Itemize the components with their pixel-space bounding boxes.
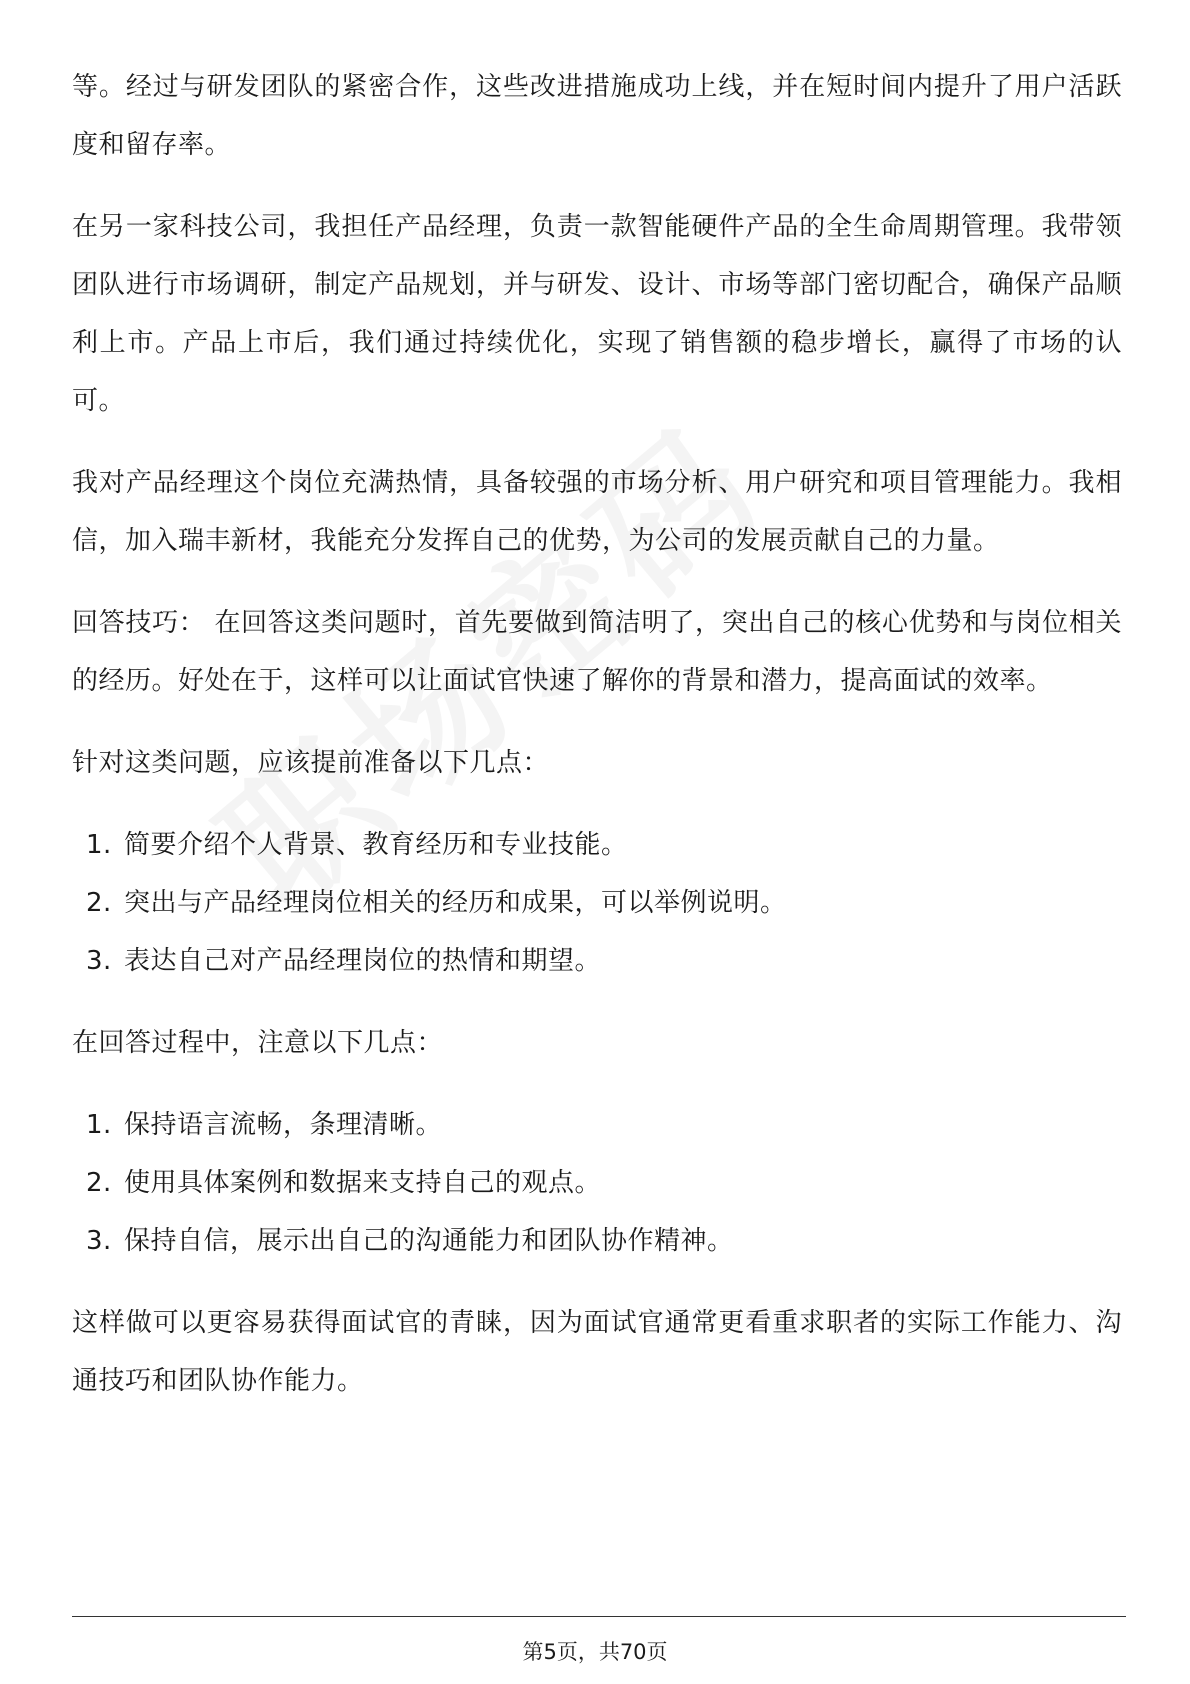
list-item-text: 使用具体案例和数据来支持自己的观点。: [124, 1168, 602, 1198]
preparation-list: [72, 816, 1122, 990]
list-item: [72, 932, 1122, 990]
list-item-text: 表达自己对产品经理岗位的热情和期望。: [124, 946, 602, 976]
list-number: 1.: [86, 830, 112, 860]
footer-divider: [72, 1616, 1126, 1617]
list-item-text: 保持自信，展示出自己的沟通能力和团队协作精神。: [124, 1226, 734, 1256]
list-number: 1.: [86, 1110, 112, 1140]
paragraph: 这样做可以更容易获得面试官的青睐，因为面试官通常更看重求职者的实际工作能力、沟通技巧和团队协作能力。: [72, 1308, 1122, 1396]
list-number: 3.: [86, 1226, 112, 1256]
paragraph: 针对这类问题，应该提前准备以下几点：: [72, 748, 550, 778]
list-item-text: 突出与产品经理岗位相关的经历和成果，可以举例说明。: [124, 888, 787, 918]
attention-list: [72, 1096, 1122, 1270]
list-item-text: 保持语言流畅，条理清晰。: [124, 1110, 443, 1140]
list-item-text: 简要介绍个人背景、教育经历和专业技能。: [124, 830, 628, 860]
list-item: [72, 1096, 1122, 1154]
paragraph: 在回答过程中，注意以下几点：: [72, 1028, 444, 1058]
list-item: [72, 816, 1122, 874]
document-body: [72, 58, 1122, 1434]
list-number: 2.: [86, 888, 112, 918]
tips-paragraph: 回答技巧： 在回答这类问题时，首先要做到简洁明了，突出自己的核心优势和与岗位相关的经历。好处在于，这样可以让面试官快速了解你的背景和潜力，提高面试的效率。: [72, 608, 1122, 696]
list-number: 3.: [86, 946, 112, 976]
list-number: 2.: [86, 1168, 112, 1198]
paragraph: 在另一家科技公司，我担任产品经理，负责一款智能硬件产品的全生命周期管理。我带领团队进行市场调研，制定产品规划，并与研发、设计、市场等部门密切配合，确保产品顺利上市。产品上市后，我们通过持续优化，实现了销售额的稳步增长，赢得了市场的认可。: [72, 212, 1122, 416]
page-number: 第5页，共70页: [522, 1640, 668, 1664]
list-item: [72, 874, 1122, 932]
list-item: [72, 1154, 1122, 1212]
list-item: [72, 1212, 1122, 1270]
paragraph: 我对产品经理这个岗位充满热情，具备较强的市场分析、用户研究和项目管理能力。我相信，加入瑞丰新材，我能充分发挥自己的优势，为公司的发展贡献自己的力量。: [72, 468, 1122, 556]
paragraph: 等。经过与研发团队的紧密合作，这些改进措施成功上线，并在短时间内提升了用户活跃度和留存率。: [72, 72, 1122, 160]
